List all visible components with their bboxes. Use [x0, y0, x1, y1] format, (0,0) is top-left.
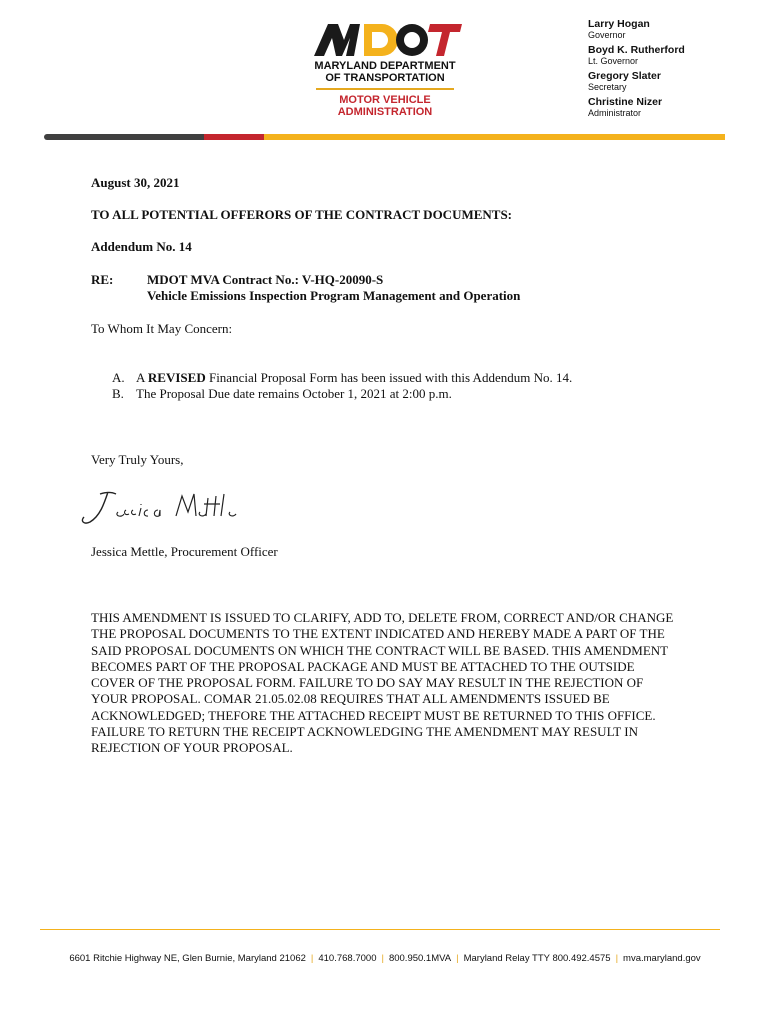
- closing: Very Truly Yours,: [91, 452, 184, 467]
- department-name: [300, 60, 470, 84]
- footer-website[interactable]: mva.maryland.gov: [623, 953, 701, 964]
- official-title: Secretary: [588, 82, 627, 92]
- item-text: Financial Proposal Form has been issued with this Addendum No. 14.: [205, 370, 573, 385]
- official-title: Administrator: [588, 108, 642, 118]
- item-prefix: A: [136, 370, 148, 385]
- header-band-red: [204, 134, 264, 140]
- footer-alt-phone: 800.950.1MVA: [388, 953, 452, 964]
- footer-separator: |: [456, 953, 459, 964]
- contract-number: MDOT MVA Contract No.: V-HQ-20090-S: [147, 272, 384, 287]
- header-band-yellow: [264, 134, 725, 140]
- official-title: Lt. Governor: [588, 56, 639, 66]
- footer-separator: |: [615, 953, 619, 964]
- addendum-items: [112, 370, 572, 402]
- footer-phone: 410.768.7000: [318, 953, 377, 964]
- list-item: [112, 386, 572, 402]
- letter-recipients: TO ALL POTENTIAL OFFERORS OF THE CONTRACT DOCUMENTS:: [91, 207, 513, 222]
- mdot-logo-mark: [314, 20, 464, 60]
- official-name: Boyd K. Rutherford: [588, 44, 685, 56]
- official-entry: [588, 96, 758, 118]
- department-line-1: MARYLAND DEPARTMENT: [314, 60, 456, 72]
- signature: [78, 486, 278, 528]
- officials-list: [588, 18, 758, 122]
- item-text: The Proposal Due date remains October 1, 2021 at 2:00 p.m.: [136, 386, 452, 401]
- list-item: [112, 370, 572, 386]
- official-entry: [588, 18, 758, 40]
- signer-name: Jessica Mettle, Procurement Officer: [91, 544, 278, 559]
- mva-line-2: ADMINISTRATION: [337, 106, 433, 118]
- re-label: RE:: [91, 272, 114, 287]
- official-title: Governor: [588, 30, 626, 40]
- mva-name: [300, 94, 470, 118]
- logo-divider: [316, 88, 454, 90]
- item-emphasis: REVISED: [147, 370, 206, 385]
- letter-date: August 30, 2021: [91, 175, 180, 190]
- addendum-number: Addendum No. 14: [91, 239, 192, 254]
- footer-address: 6601 Ritchie Highway NE, Glen Burnie, Maryland 21062: [69, 953, 306, 964]
- footer-contact: [0, 953, 770, 964]
- amendment-notice: THIS AMENDMENT IS ISSUED TO CLARIFY, ADD TO, DELETE FROM, CORRECT AND/OR CHANGE THE PROPOSAL DOCUMENTS TO THE EXTENT INDICATED AND HEREBY MADE A PART OF THE SAID PROPOSAL DOCUMENTS ON WHICH THE CONTRACT WILL BE BASED. THIS AMENDMENT BECOMES PART OF THE PROPOSAL PACKAGE AND MUST BE ATTACHED TO THE OUTSIDE COVER OF THE PROPOSAL FORM. FAILURE TO DO SAY MAY RESULT IN THE REJECTION OF YOUR PROPOSAL. COMAR 21.05.02.08 REQUIRES THAT ALL AMENDMENTS ISSUED BE ACKNOWLEDGED; THEFORE THE ATTACHED RECEIPT MUST BE RETURNED TO THIS OFFICE. FAILURE TO RETURN THE RECEIPT ACKNOWLEDGING THE AMENDMENT MAY RESULT IN REJECTION OF YOUR PROPOSAL.: [91, 610, 674, 756]
- official-name: Christine Nizer: [588, 96, 663, 108]
- department-line-2: OF TRANSPORTATION: [325, 72, 445, 84]
- list-item-text: [136, 386, 452, 402]
- list-marker: A.: [112, 370, 125, 385]
- footer-divider: [40, 929, 720, 930]
- official-name: Gregory Slater: [588, 70, 661, 82]
- official-entry: [588, 44, 758, 66]
- mdot-logo: [300, 20, 470, 120]
- official-name: Larry Hogan: [588, 18, 650, 30]
- salutation: To Whom It May Concern:: [91, 321, 233, 336]
- footer-separator: |: [310, 953, 314, 964]
- list-marker: B.: [112, 386, 124, 401]
- list-item-text: [136, 370, 572, 386]
- footer-relay: Maryland Relay TTY 800.492.4575: [463, 953, 611, 964]
- header-band-gray: [44, 134, 204, 140]
- re-subject: [147, 272, 520, 304]
- mva-line-1: MOTOR VEHICLE: [339, 94, 431, 106]
- official-entry: [588, 70, 758, 92]
- contract-title: Vehicle Emissions Inspection Program Management and Operation: [147, 288, 521, 303]
- footer-separator: |: [381, 953, 384, 964]
